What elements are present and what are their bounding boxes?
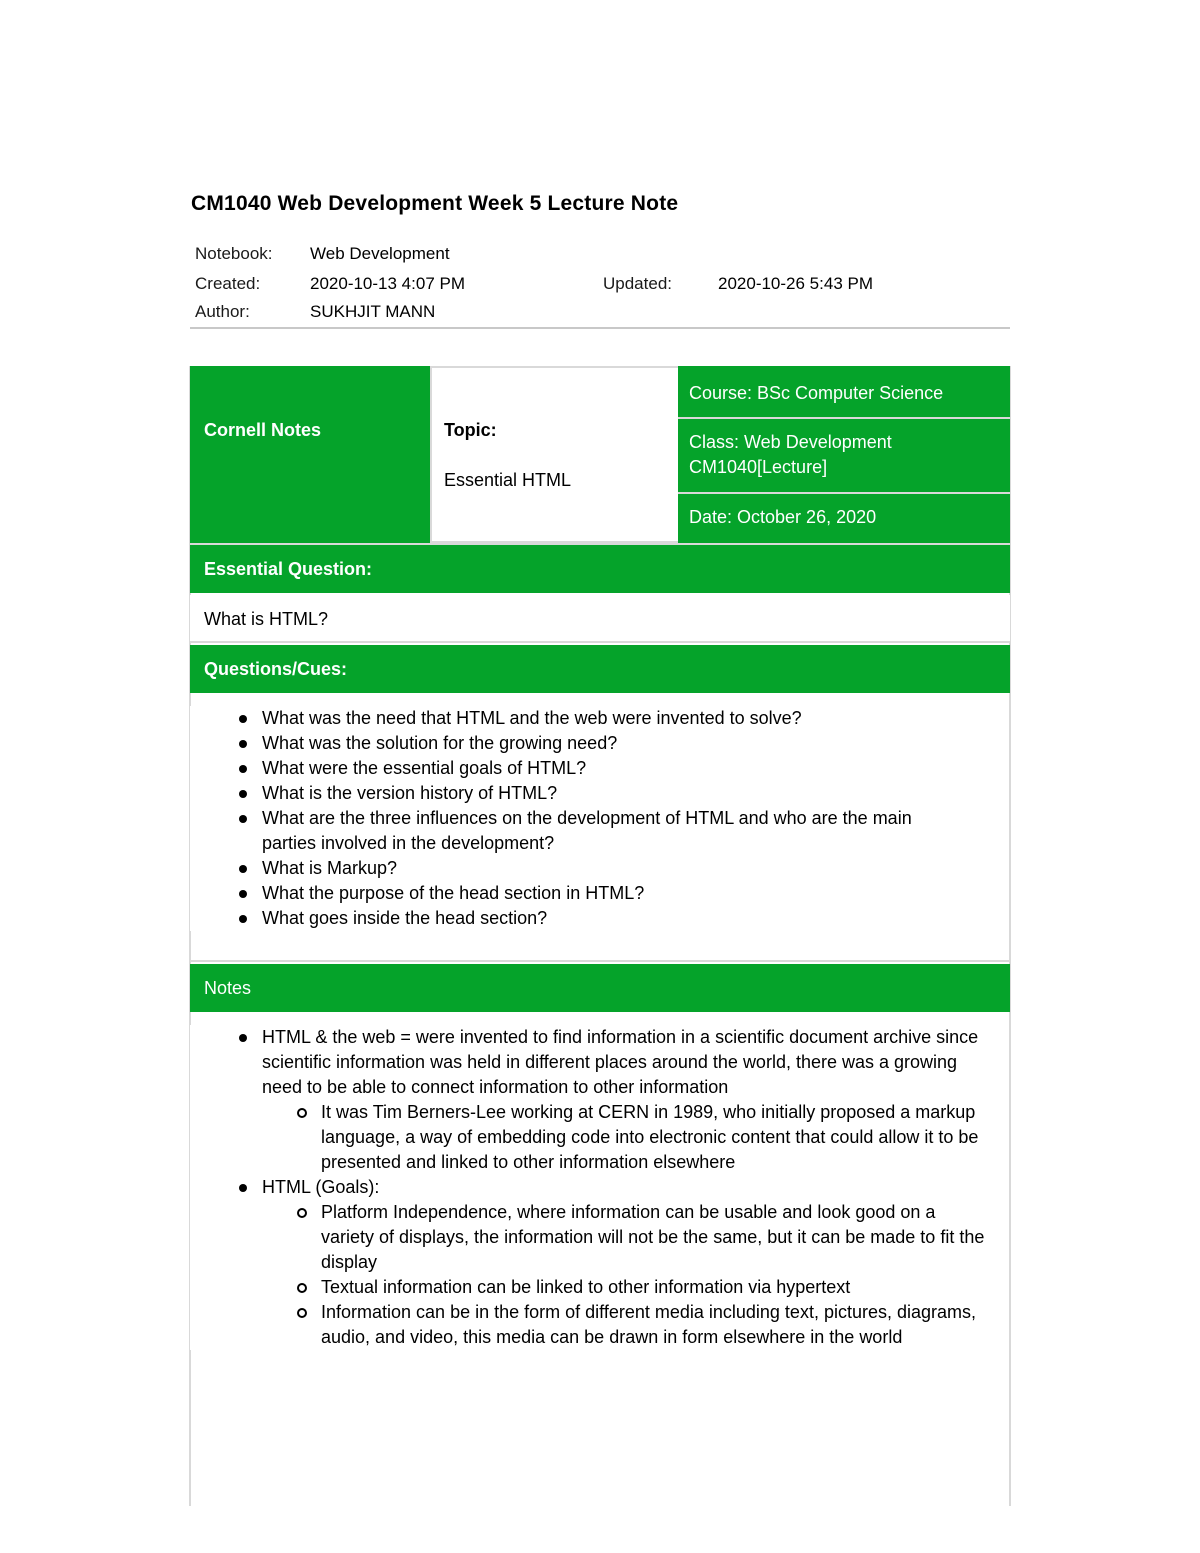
cornell-notes-label: Cornell Notes (204, 420, 322, 440)
list-item: HTML (Goals): (190, 1175, 990, 1200)
questions-header (190, 645, 1010, 693)
created-value: 2020-10-13 4:07 PM (310, 274, 465, 293)
topic-label: Topic: (444, 420, 497, 440)
notes-list (190, 1025, 990, 1350)
notebook-label: Notebook: (195, 244, 273, 263)
list-item: Textual information can be linked to other information via hypertext (190, 1275, 990, 1300)
course-text: Course: BSc Computer Science (689, 383, 944, 403)
list-item: What goes inside the head section? (190, 906, 990, 931)
list-item: What were the essential goals of HTML? (190, 756, 990, 781)
cornell-notes-cell (190, 366, 430, 543)
notes-body (190, 1025, 990, 1350)
essential-question-label: Essential Question: (204, 559, 373, 579)
class-code-text: CM1040[Lecture] (689, 457, 828, 477)
topic-value: Essential HTML (444, 470, 572, 490)
updated-label: Updated: (603, 274, 672, 293)
list-item: Information can be in the form of different media including text, pictures, diagrams, audio, and video, this media can be drawn in form elsewhere in the world (190, 1300, 990, 1350)
author-value: SUKHJIT MANN (310, 302, 436, 321)
essential-question-header (190, 545, 1010, 593)
created-label: Created: (195, 274, 261, 293)
course-cell (678, 366, 1010, 417)
list-item: What was the solution for the growing need? (190, 731, 990, 756)
divider (190, 641, 1010, 643)
date-text: Date: October 26, 2020 (689, 507, 877, 527)
class-text: Class: Web Development (689, 432, 892, 452)
page-title: CM1040 Web Development Week 5 Lecture Note (191, 192, 679, 215)
topic-cell (430, 366, 678, 543)
notes-label: Notes (204, 978, 252, 998)
updated-value: 2020-10-26 5:43 PM (718, 274, 873, 293)
list-item: What the purpose of the head section in HTML? (190, 881, 990, 906)
list-item: HTML & the web = were invented to find information in a scientific document archive since scientific information was held in different places around the world, there was a growing need to be able to connect information to other information (190, 1025, 990, 1100)
notes-header (190, 964, 1010, 1012)
list-item: What is Markup? (190, 856, 990, 881)
list-item: What is the version history of HTML? (190, 781, 990, 806)
author-label: Author: (195, 302, 250, 321)
questions-body (190, 706, 990, 931)
questions-label: Questions/Cues: (204, 659, 348, 679)
essential-question-body (190, 595, 1010, 641)
meta-divider (190, 327, 1010, 329)
list-item: Platform Independence, where information can be usable and look good on a variety of displays, the information will not be the same, but it can be made to fit the display (190, 1200, 990, 1275)
notebook-value: Web Development (310, 244, 450, 263)
class-cell (678, 419, 1010, 492)
questions-list (190, 706, 990, 931)
list-item: What are the three influences on the development of HTML and who are the main parties involved in the development? (190, 806, 990, 856)
list-item: What was the need that HTML and the web were invented to solve? (190, 706, 990, 731)
date-cell (678, 494, 1010, 543)
list-item: It was Tim Berners-Lee working at CERN in 1989, who initially proposed a markup language, a way of embedding code into electronic content that could allow it to be presented and linked to other information elsewhere (190, 1100, 990, 1175)
essential-question-value: What is HTML? (204, 609, 329, 629)
divider (190, 960, 1010, 962)
